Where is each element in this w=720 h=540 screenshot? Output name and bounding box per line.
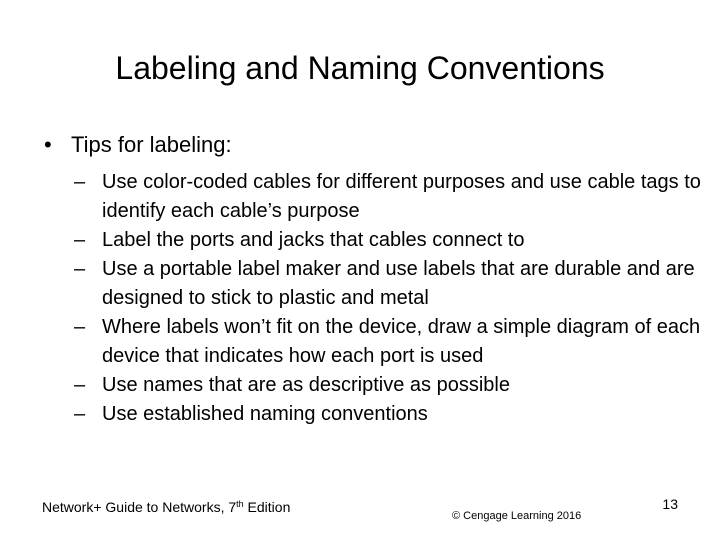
sub-bullet-text: Label the ports and jacks that cables connect to — [102, 229, 525, 251]
sub-bullet-text: Use established naming conventions — [102, 403, 428, 425]
footer-copyright: © Cengage Learning 2016 — [452, 510, 582, 522]
sub-bullet-item — [74, 255, 714, 313]
footer-book-suffix: Edition — [243, 499, 291, 515]
sub-bullet-text: Use names that are as descriptive as possible — [102, 374, 510, 396]
sub-bullet-text: Use color-coded cables for different purposes and use cable tags to identify each cable’s purpose — [102, 171, 701, 222]
bullet-marker: • — [44, 132, 52, 157]
sub-bullet-item — [74, 226, 714, 255]
slide-title: Labeling and Naming Conventions — [115, 50, 605, 86]
footer-page-number: 13 — [662, 496, 678, 512]
footer-book-prefix: Network+ Guide to Networks, 7 — [42, 499, 237, 515]
dash-marker: – — [74, 316, 86, 338]
sub-bullet-item — [74, 168, 714, 226]
bullet-item — [44, 130, 232, 160]
sub-bullet-text: Where labels won’t fit on the device, draw a simple diagram of each device that indicates how each port is used — [102, 316, 701, 367]
footer-book-title — [42, 496, 290, 515]
sub-bullet-item — [74, 400, 714, 429]
sub-bullet-text: Use a portable label maker and use labels that are durable and are designed to stick to plastic and metal — [102, 258, 695, 309]
dash-marker: – — [74, 403, 86, 425]
sub-bullet-list — [74, 168, 714, 429]
dash-marker: – — [74, 171, 86, 193]
dash-marker: – — [74, 229, 86, 251]
dash-marker: – — [74, 258, 86, 280]
sub-bullet-item — [74, 371, 714, 400]
bullet-text: Tips for labeling: — [71, 132, 232, 157]
sub-bullet-item — [74, 313, 714, 371]
dash-marker: – — [74, 374, 86, 396]
footer-book-superscript: th — [236, 499, 244, 509]
